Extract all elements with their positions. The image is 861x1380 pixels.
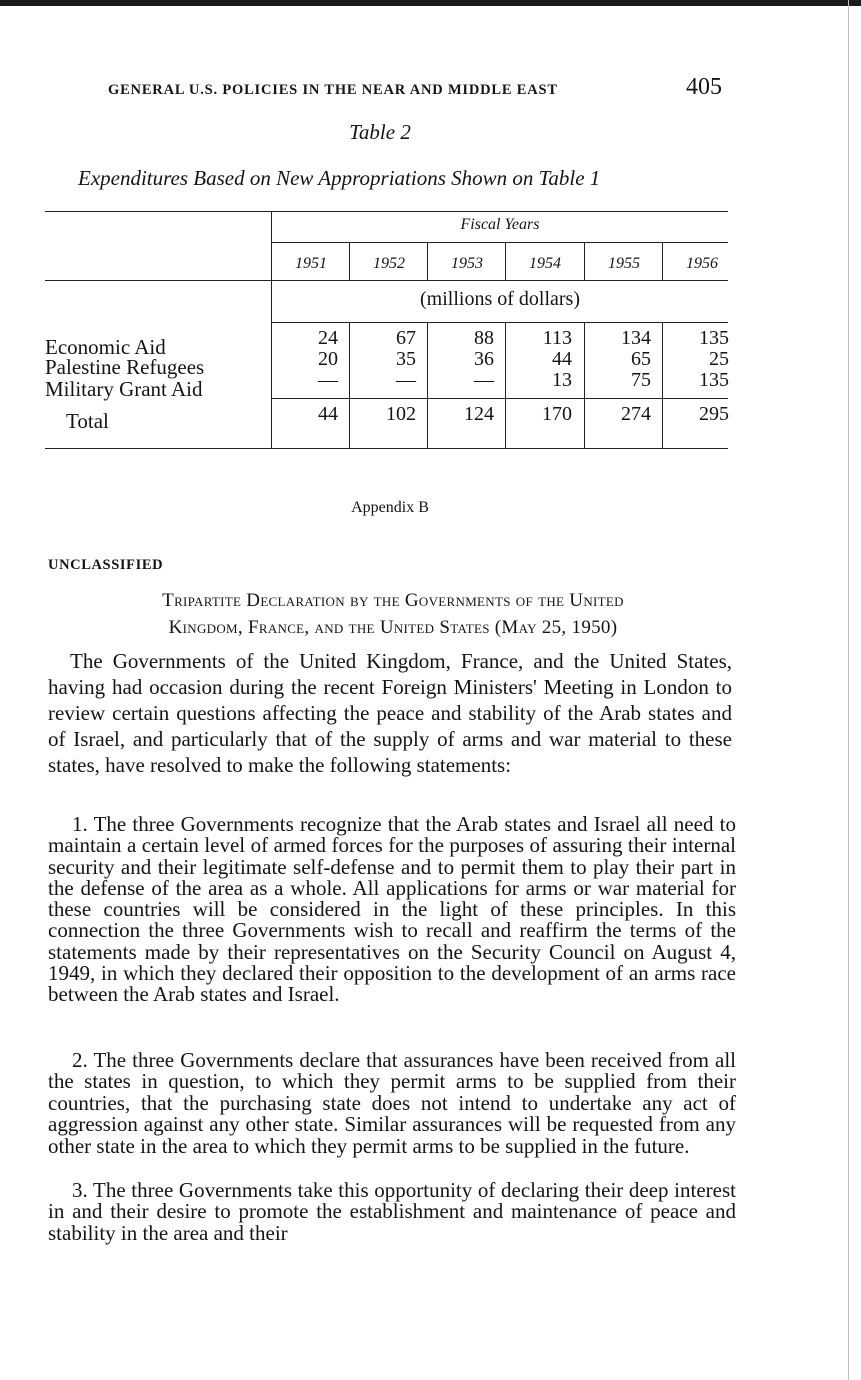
appendix-heading: Appendix B bbox=[351, 499, 429, 516]
table-cell: 75 bbox=[631, 369, 651, 391]
unit-label: (millions of dollars) bbox=[420, 288, 580, 310]
table-cell: 13 bbox=[552, 369, 572, 391]
table-cell: 135 bbox=[699, 327, 729, 349]
page-right-edge bbox=[848, 0, 849, 1380]
table-cell: 44 bbox=[552, 348, 572, 370]
year-1951: 1951 bbox=[295, 255, 327, 272]
col-divider bbox=[662, 322, 663, 448]
table-cell: 20 bbox=[318, 348, 338, 370]
fiscal-years-header: Fiscal Years bbox=[460, 216, 540, 233]
declaration-title bbox=[48, 587, 738, 641]
table-cell: 25 bbox=[709, 348, 729, 370]
declaration-title-line-1: Tripartite Declaration by the Governments of the United bbox=[162, 590, 624, 611]
table-cell: 135 bbox=[699, 369, 729, 391]
table-cell: 134 bbox=[621, 327, 651, 349]
total-cell: 274 bbox=[621, 403, 651, 425]
year-1955: 1955 bbox=[608, 255, 640, 272]
row-label-economic-aid: Economic Aid bbox=[45, 335, 166, 359]
table-cell: 113 bbox=[542, 327, 572, 349]
table-bottom-rule bbox=[45, 448, 728, 449]
declaration-title-line-2: Kingdom, France, and the United States (May 25, 1950) bbox=[168, 617, 618, 638]
year-1953: 1953 bbox=[451, 255, 483, 272]
page-number: 405 bbox=[686, 74, 722, 100]
total-cell: 124 bbox=[464, 403, 494, 425]
table-cell: 36 bbox=[474, 348, 494, 370]
total-top-rule bbox=[272, 398, 728, 399]
stub-divider bbox=[271, 211, 272, 448]
table-cell: — bbox=[474, 369, 494, 391]
table-cell: — bbox=[396, 369, 416, 391]
year-1952: 1952 bbox=[373, 255, 405, 272]
table-cell: 65 bbox=[631, 348, 651, 370]
total-cell: 44 bbox=[318, 403, 338, 425]
col-divider bbox=[349, 322, 350, 448]
classification-label: UNCLASSIFIED bbox=[48, 557, 164, 573]
year-1956: 1956 bbox=[686, 255, 718, 272]
table-cell: 24 bbox=[318, 327, 338, 349]
col-divider bbox=[584, 322, 585, 448]
year-1954: 1954 bbox=[529, 255, 561, 272]
table-top-rule bbox=[45, 211, 728, 212]
row-label-total: Total bbox=[66, 409, 109, 433]
total-cell: 170 bbox=[542, 403, 572, 425]
total-cell: 295 bbox=[699, 403, 729, 425]
running-title: GENERAL U.S. POLICIES IN THE NEAR AND MIDDLE EAST bbox=[108, 82, 558, 98]
table-cell: — bbox=[318, 369, 338, 391]
page-top-edge bbox=[0, 0, 861, 6]
table-number: Table 2 bbox=[349, 120, 411, 144]
table-caption: Expenditures Based on New Appropriations Shown on Table 1 bbox=[78, 166, 601, 190]
unit-bottom-rule bbox=[272, 322, 728, 323]
table-cell: 88 bbox=[474, 327, 494, 349]
table-cell: 35 bbox=[396, 348, 416, 370]
table-cell: 67 bbox=[396, 327, 416, 349]
col-divider bbox=[427, 322, 428, 448]
row-label-military-grant-aid: Military Grant Aid bbox=[45, 377, 203, 401]
paragraph-3: 3. The three Governments take this opportunity of declaring their deep interest in and their desire to promote the establishment and maintenance of peace and stability in the area and their bbox=[48, 1178, 736, 1245]
row-label-palestine-refugees: Palestine Refugees bbox=[45, 355, 205, 379]
fiscal-years-rule bbox=[272, 242, 728, 243]
years-bottom-rule bbox=[45, 280, 728, 281]
intro-paragraph: The Governments of the United Kingdom, France, and the United States, having had occasion during the recent Foreign Ministers' Meeting in London to review certain questions affecting the peace and stability of the Arab states and of Israel, and particularly that of the supply of arms and war material to these states, have resolved to make the following statements: bbox=[48, 649, 732, 777]
paragraph-1: 1. The three Governments recognize that the Arab states and Israel all need to maintain a certain level of armed forces for the purposes of assuring their internal security and their legitimate self-defense and to permit them to play their part in the defense of the area as a whole. All applications for arms or war material for these countries will be considered in the light of these principles. In this connection the three Governments wish to recall and reaffirm the terms of the statements made by their representatives on the Security Council on August 4, 1949, in which they declared their opposition to the development of an arms race between the Arab states and Israel. bbox=[48, 812, 736, 1007]
col-divider bbox=[505, 322, 506, 448]
paragraph-2: 2. The three Governments declare that assurances have been received from all the states in question, to which they permit arms to be supplied from their countries, that the purchasing state does not intend to undertake any act of aggression against any other state. Similar assurances will be requested from any other state in the area to which they permit arms to be supplied in the future. bbox=[48, 1048, 736, 1158]
total-cell: 102 bbox=[386, 403, 416, 425]
